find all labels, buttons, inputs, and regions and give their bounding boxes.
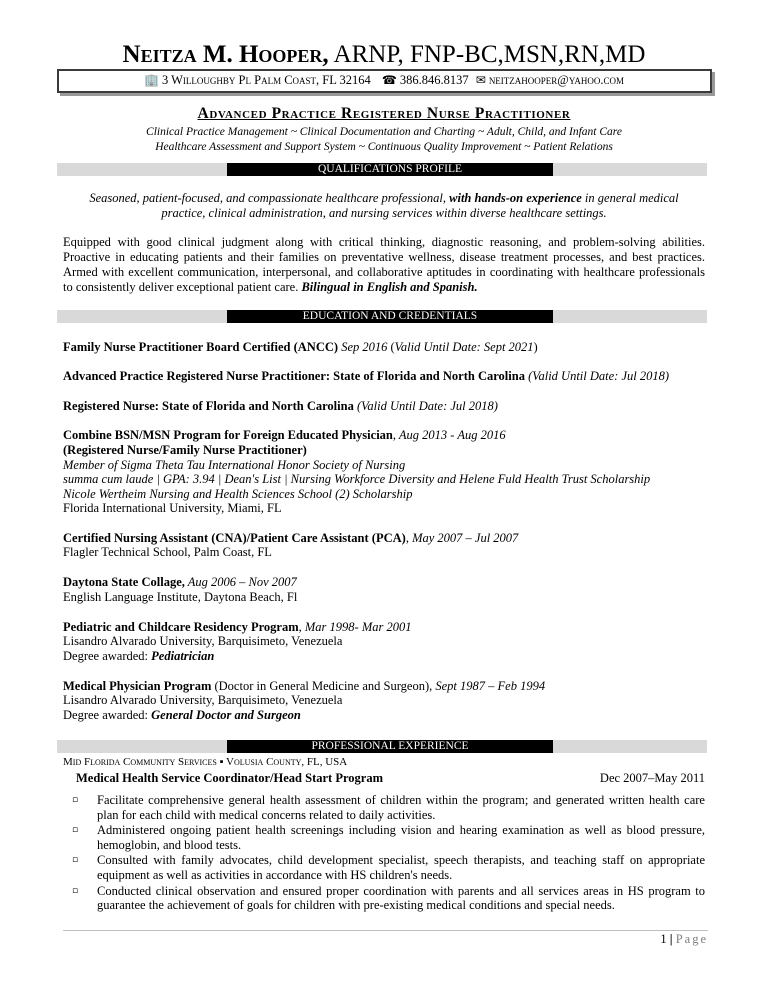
education-entry-1: Family Nurse Practitioner Board Certified (ANCC) Sep 2016 (Valid Until Date: Sept 2021) [63,340,538,354]
page-footer [660,932,708,947]
education-entry-4: Combine BSN/MSN Program for Foreign Educated Physician, Aug 2013 - Aug 2016 [63,428,506,442]
square-bullet-icon: ▫ [72,855,79,866]
list-item: ▫ Conducted clinical observation and ensured proper coordination with parents and all services areas in HS program to guarantee the achievement of goals for children with pre-existing medical conditions and special needs. [72,883,705,913]
education-entry-8: Medical Physician Program (Doctor in General Medicine and Surgeon), Sept 1987 – Feb 1994 [63,679,546,693]
professional-title: Advanced Practice Registered Nurse Practitioner [197,105,571,122]
education-entry-6: Daytona State Collage, Aug 2006 – Nov 2007 [63,575,297,589]
section-band-education [57,310,707,323]
summary-highlight: with hands-on experience [449,191,582,205]
square-bullet-icon: ▫ [72,795,79,805]
phone-text: 386.846.8137 [399,73,469,87]
name-credentials: ARNP, FNP-BC,MSN,RN,MD [328,41,646,68]
education-entry-4-subtitle: (Registered Nurse/Family Nurse Practitioner) [63,443,307,457]
job-dates: Dec 2007–May 2011 [599,771,705,785]
name-text: Neitza M. Hooper, [122,41,329,68]
profile-body [63,235,705,295]
skills-line-2: Healthcare Assessment and Support System ~ Continuous Quality Improvement ~ Patient Relations [155,141,613,153]
section-title-education: EDUCATION AND CREDENTIALS [302,310,478,322]
education-entry-7-school: Lisandro Alvarado University, Barquisimeto, Venezuela [63,634,343,648]
education-entry-7: Pediatric and Childcare Residency Program, Mar 1998- Mar 2001 [63,620,412,634]
section-band-qualifications [57,163,707,176]
education-entry-5-school: Flagler Technical School, Palm Coast, FL [63,545,272,559]
education-entry-5: Certified Nursing Assistant (CNA)/Patient Care Assistant (PCA), May 2007 – Jul 2007 [63,531,519,545]
envelope-icon: ✉ [475,73,486,87]
skills-line-1: Clinical Practice Management ~ Clinical Documentation and Charting ~ Adult, Child, and Infant Care [146,126,622,138]
bilingual-note: Bilingual in English and Spanish. [301,280,478,294]
phone-icon: ☎ [381,73,397,87]
candidate-name [0,40,768,70]
page-word: Page [675,932,708,946]
list-item: ▫ Administered ongoing patient health screenings including vision and hearing examination as well as blood pressure, hemoglobin, and blood tests. [72,823,705,852]
section-band-experience [57,740,707,753]
education-entry-4-school: Florida International University, Miami, FL [63,501,282,515]
section-title-qualifications: QUALIFICATIONS PROFILE [317,163,463,175]
education-entry-3: Registered Nurse: State of Florida and North Carolina (Valid Until Date: Jul 2018) [63,399,498,413]
education-entry-4-scholarship: Nicole Wertheim Nursing and Health Sciences School (2) Scholarship [63,487,413,501]
profile-body-text: Equipped with good clinical judgment along with critical thinking, diagnostic reasoning, and problem-solving abilities. Proactive in educating patients and their families on preventative wellness, disease treatment processes, and best practices. Armed with excellent communication, interpersonal, and collaborative aptitudes in coordinating with healthcare professionals to consistently deliver exceptional patient care. [63,235,705,294]
education-entry-2: Advanced Practice Registered Nurse Practitioner: State of Florida and North Carolina (Valid Until Date: Jul 2018) [63,369,670,383]
footer-divider [63,930,708,931]
page-number: 1 [660,932,667,946]
education-entry-7-degree: Degree awarded: Pediatrician [63,649,215,663]
education-entry-8-school: Lisandro Alvarado University, Barquisimeto, Venezuela [63,693,343,707]
employer-line: Mid Florida Community Services ▪ Volusia County, FL, USA [63,756,348,768]
education-entry-6-school: English Language Institute, Daytona Beach, Fl [63,590,298,604]
building-icon: 🏢 [144,73,159,87]
profile-summary [70,191,698,221]
job-role: Medical Health Service Coordinator/Head Start Program [76,771,383,785]
summary-text-c: in general medical practice, clinical administration, and nursing services within diverse healthcare settings. [161,191,679,220]
education-entry-8-degree: Degree awarded: General Doctor and Surgeon [63,708,301,722]
square-bullet-icon: ▫ [72,885,79,896]
list-item: ▫ Facilitate comprehensive general health assessment of children within the program; and generated written health care plan for each child with medical concerns related to daily activities. [72,793,705,822]
section-title-experience: PROFESSIONAL EXPERIENCE [311,740,469,752]
email-link[interactable]: neitzahooper@yahoo.com [488,73,624,87]
page-separator: | [666,932,676,946]
square-bullet-icon: ▫ [72,825,79,836]
list-item: ▫ Consulted with family advocates, child development specialist, speech therapists, and teaching staff on appropriate equipment as well as activities in accordance with HS children's needs. [72,853,705,882]
address-text: 3 Willoughby Pl Palm Coast, FL 32164 [161,73,371,87]
education-entry-4-honor: Member of Sigma Theta Tau International Honor Society of Nursing [63,458,406,472]
education-entry-4-awards: summa cum laude | GPA: 3.94 | Dean's List | Nursing Workforce Diversity and Helene Fuld Health Trust Scholarship [63,472,651,486]
summary-text-a: Seasoned, patient-focused, and compassionate healthcare professional, [89,191,450,205]
job-bullet-list [72,793,705,914]
contact-line [0,73,768,88]
